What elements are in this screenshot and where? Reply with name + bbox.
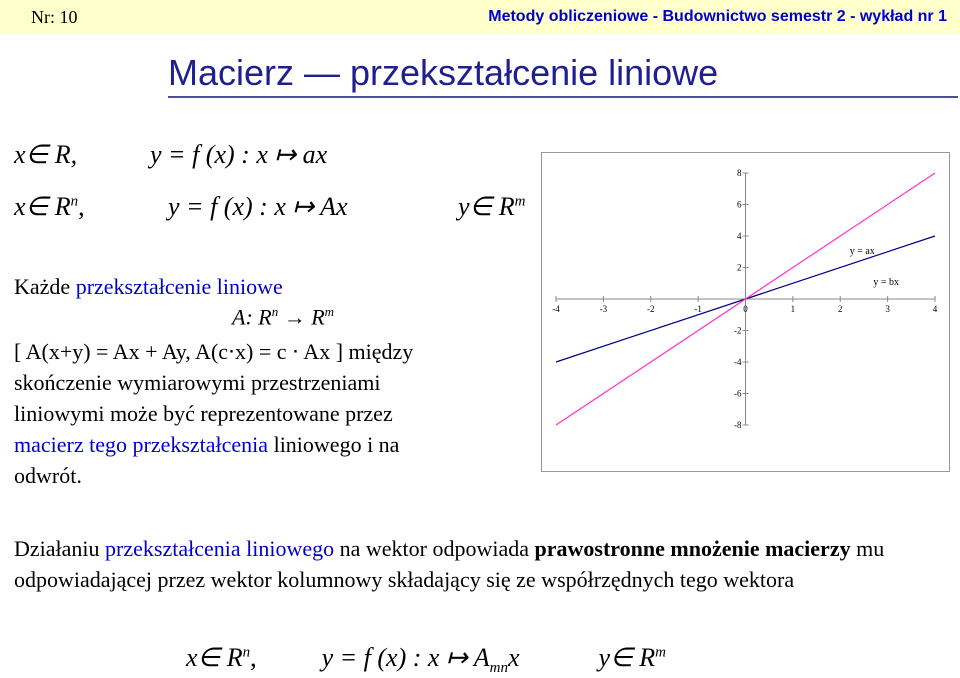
bottom-formula	[186, 643, 666, 677]
formula-sup: n	[242, 644, 251, 661]
formula-text: x∈ R	[186, 643, 243, 672]
series-label-bx: y = bx	[873, 276, 900, 288]
title-divider	[168, 96, 958, 98]
text-span: liniowego i na	[268, 432, 400, 457]
series-label-ax: y = ax	[849, 246, 875, 258]
formula-text: y∈ R	[598, 643, 656, 672]
formula-text: y∈ R	[458, 192, 515, 221]
formula-sup: m	[514, 193, 526, 210]
formula-sup: m	[324, 304, 335, 319]
formula-x-in-r	[14, 140, 77, 170]
x-tick-label: -1	[694, 304, 702, 314]
formula-sup: n	[271, 304, 279, 319]
x-tick-label: 0	[743, 304, 748, 314]
y-tick-label: -4	[734, 357, 742, 367]
header-bar	[0, 0, 960, 33]
x-tick-label: -2	[647, 304, 655, 314]
link-matrix[interactable]: macierz tego przekształcenia	[14, 432, 269, 457]
formula-x-in-rn	[14, 192, 85, 222]
formula-sub: mn	[489, 660, 508, 677]
y-tick-label: 4	[737, 231, 742, 241]
bold-phrase: prawostronne mnożenie macierzy	[534, 536, 851, 561]
formula-scalar-map	[150, 140, 327, 170]
formula-text: ,	[250, 643, 257, 672]
formula-sup: n	[70, 193, 79, 210]
text-line-5: liniowymi może być reprezentowane przez	[14, 401, 393, 426]
text-span: Każde	[14, 274, 76, 299]
text-line-4: skończenie wymiarowymi przestrzeniami	[14, 370, 381, 395]
line-chart	[542, 153, 949, 471]
text-line-6	[14, 429, 399, 461]
x-tick-label: -3	[599, 304, 608, 314]
formula-text: x	[507, 643, 520, 672]
text-span: na wektor odpowiada	[334, 536, 535, 561]
text-line-3: [ A(x+y) = Ax + Ay, A(c⋅x) = c ⋅ Ax ] między	[14, 339, 414, 364]
formula-text: y = f (x) : x ↦ ax	[150, 140, 328, 169]
text-span: mu odpowiadającej przez wektor kolumnowy składający się ze współrzędnych tego wektora	[14, 536, 885, 592]
y-tick-label: 6	[737, 199, 742, 210]
slide-number: Nr: 10	[31, 7, 78, 27]
course-title: Metody obliczeniowe - Budownictwo semestr 2 - wykład nr 1	[488, 8, 947, 25]
formula-sup: m	[655, 644, 666, 661]
y-tick-label: -2	[734, 325, 742, 336]
formula-text: x∈ R	[14, 192, 71, 221]
x-tick-label: 3	[885, 304, 890, 314]
formula-text: ,	[78, 192, 85, 221]
y-tick-label: 8	[737, 168, 742, 178]
bottom-paragraph	[14, 533, 954, 595]
link-linear-transformation-2[interactable]: przekształcenia liniowego	[105, 536, 335, 561]
formula-text: A: R	[232, 304, 272, 330]
link-linear-transformation[interactable]: przekształcenie liniowe	[75, 274, 283, 299]
x-tick-label: 2	[838, 304, 843, 314]
formula-text: y = f (x) : x ↦ Ax	[168, 192, 348, 221]
page-title: Macierz — przekształcenie liniowe	[168, 52, 719, 93]
text-line-7: odwrót.	[14, 463, 82, 488]
formula-linear-map	[232, 304, 334, 330]
formula-text: y = f (x) : x ↦ A	[321, 643, 490, 672]
formula-y-in-rm	[458, 192, 525, 222]
x-tick-label: 4	[932, 304, 938, 314]
x-tick-label: -4	[552, 304, 560, 314]
formula-text: → R	[278, 304, 325, 330]
y-tick-label: -6	[734, 388, 742, 399]
formula-text: x∈ R,	[14, 140, 78, 169]
text-line-1	[14, 271, 283, 303]
y-tick-label: -8	[734, 420, 742, 430]
y-tick-label: 2	[737, 262, 742, 273]
formula-matrix-map	[168, 192, 348, 222]
x-tick-label: 1	[790, 304, 796, 314]
text-span: Działaniu	[14, 536, 106, 561]
chart-panel	[541, 152, 950, 472]
